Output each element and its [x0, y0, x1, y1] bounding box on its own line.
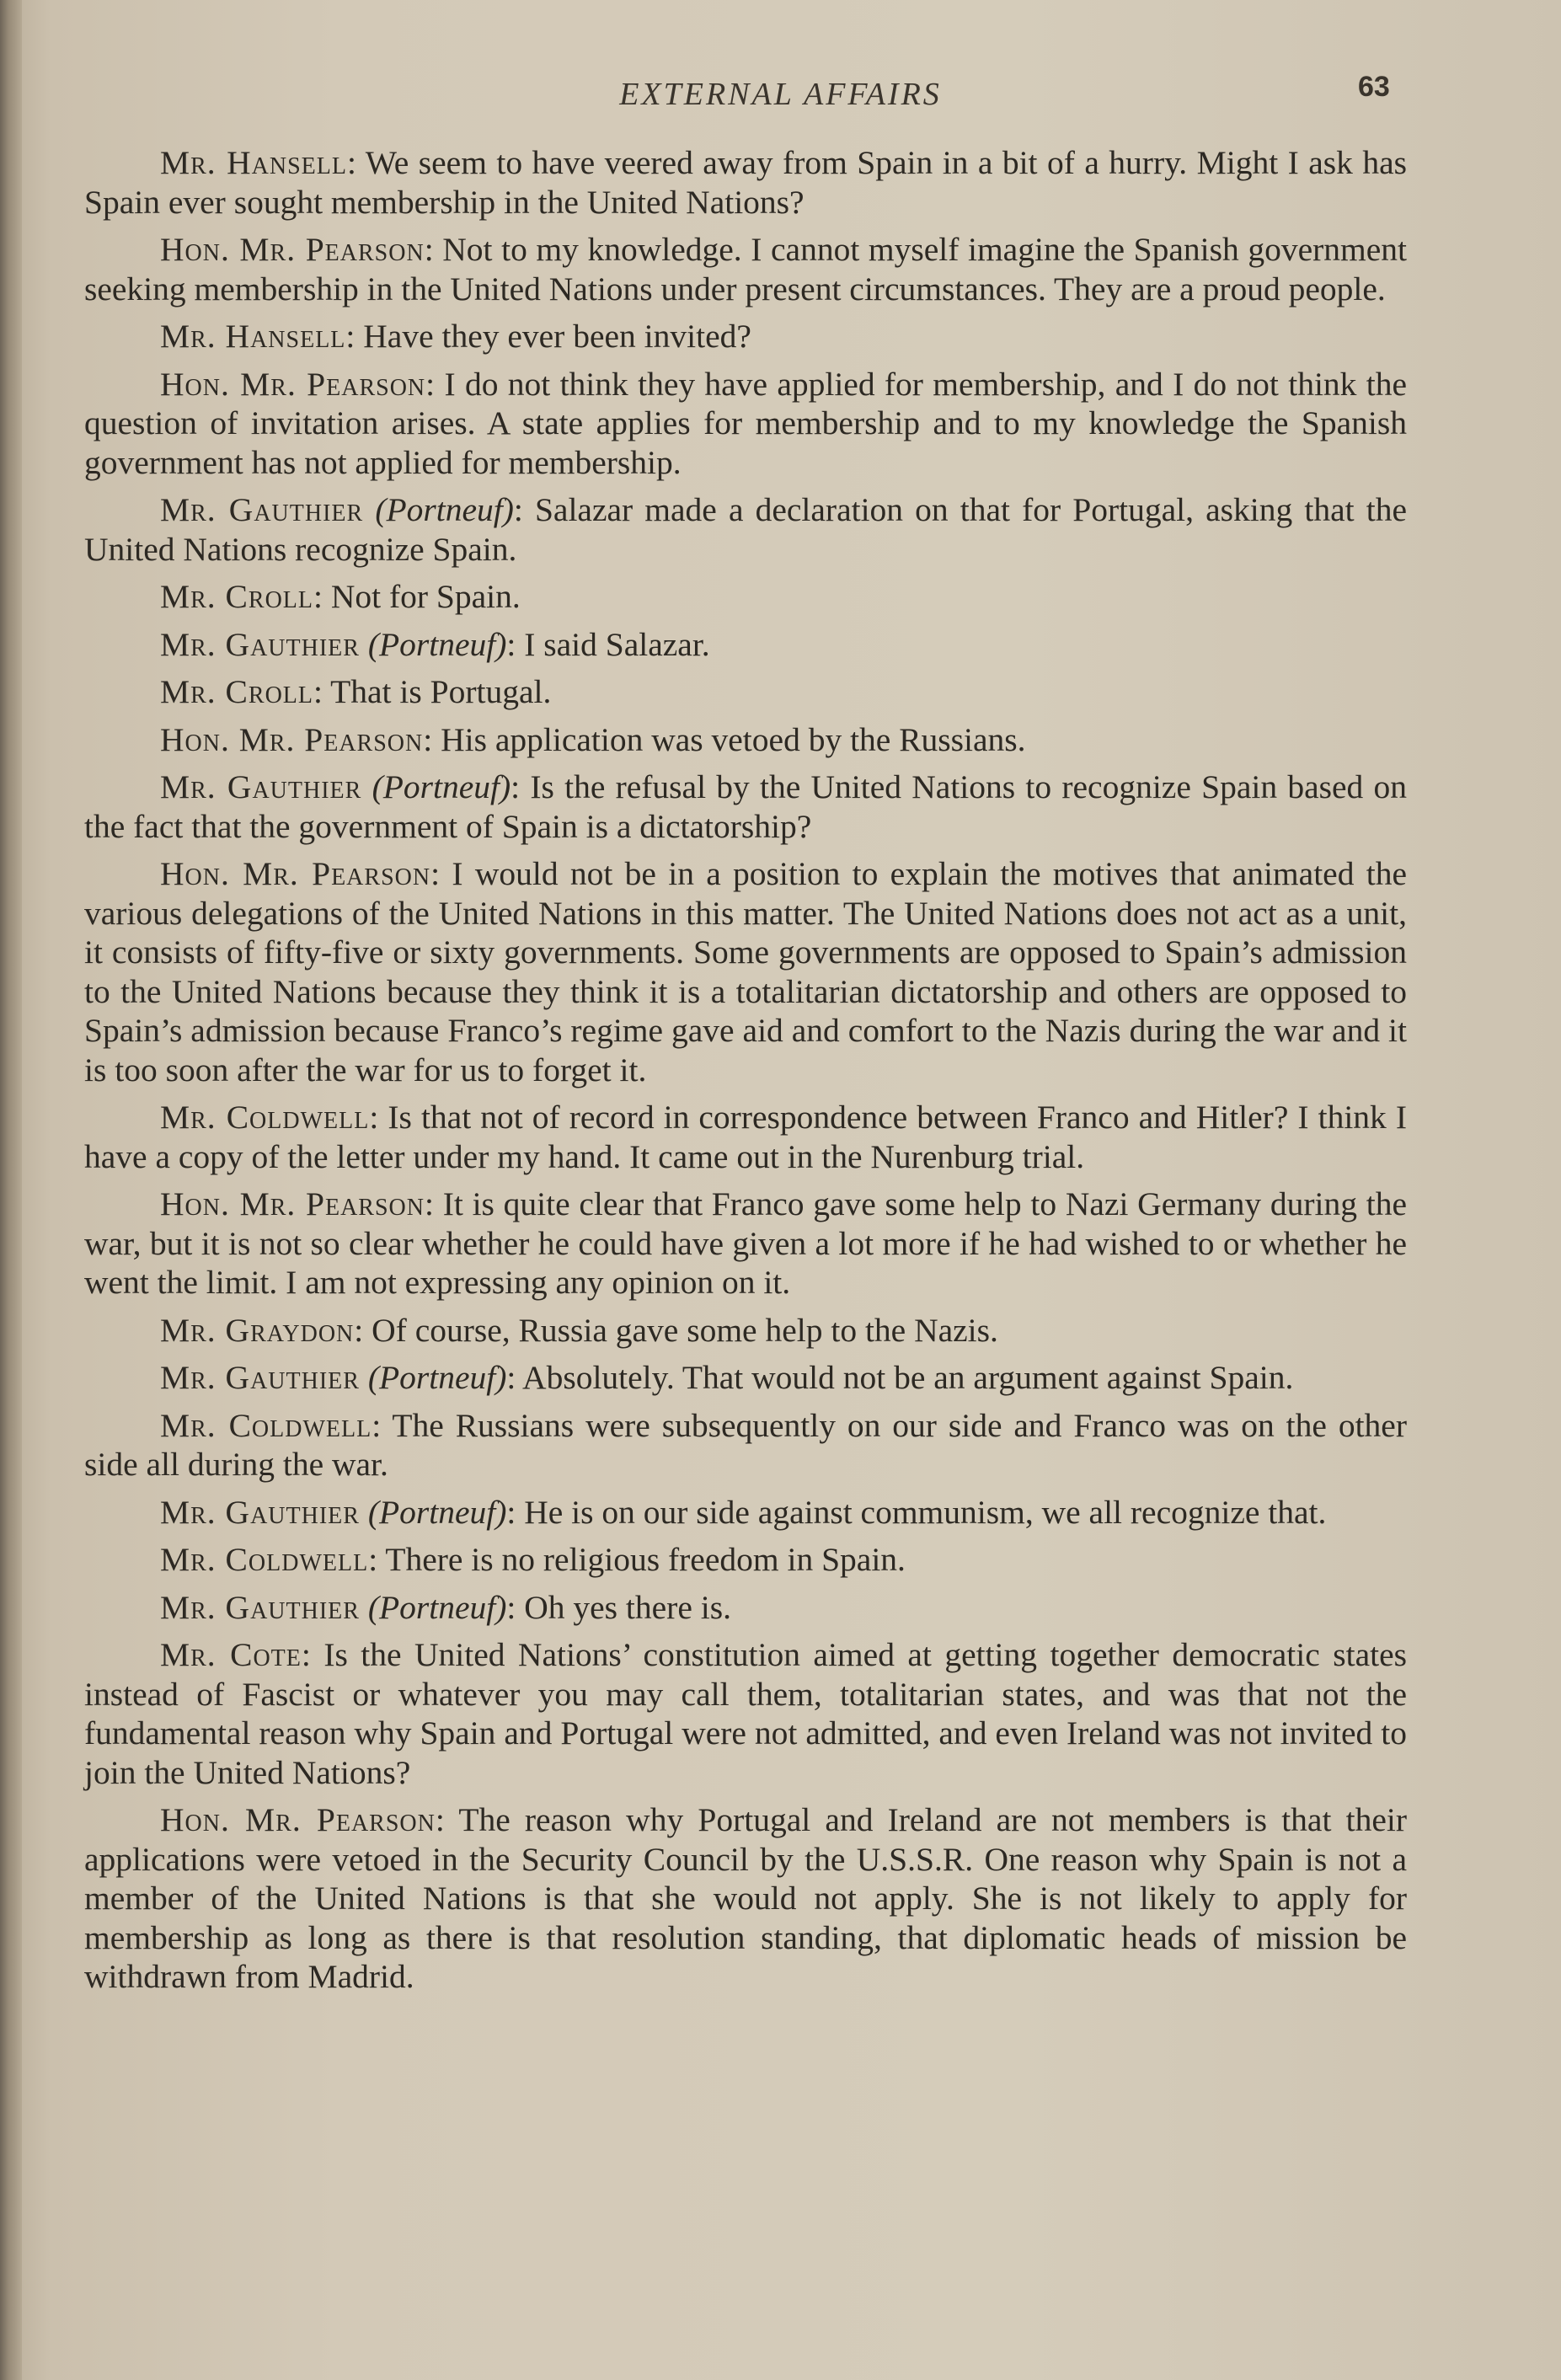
- transcript-paragraph: Mr. Gauthier (Portneuf): Absolutely. That would not be an argument against Spain.: [160, 1359, 1294, 1396]
- speech-text: I do not think they have applied for membership, and I do not think the question of invitation arises. A state applies for membership and to my knowledge the Spanish government has not applied for membership.: [84, 365, 1407, 481]
- transcript-paragraph: Mr. Croll: That is Portugal.: [160, 673, 552, 710]
- speaker-name: Hon. Mr. Pearson: [160, 1185, 425, 1222]
- speech-text: I would not be in a position to explain the motives that animated the various delegations of the United Nations in this matter. The United Nations does not act as a unit, it consists of fifty-five or sixty governments. Some governments are opposed to Spain’s admission to the United Nations because they think it is a totalitarian dictatorship and others are opposed to Spain’s admission because Franco’s regime gave aid and comfort to the Nazis during the war and it is too soon after the war for us to forget it.: [84, 855, 1407, 1088]
- speaker-name: Hon. Mr. Pearson: [160, 365, 426, 403]
- speaker-name: Mr. Coldwell: [160, 1541, 369, 1578]
- transcript-paragraph: Mr. Hansell: Have they ever been invited?: [160, 318, 751, 355]
- speech-text: The Russians were subsequently on our side and Franco was on the other side all during the war.: [84, 1406, 1407, 1483]
- transcript-paragraph: Hon. Mr. Pearson: His application was vetoed by the Russians.: [160, 720, 1026, 758]
- speaker-name: Mr. Gauthier: [160, 768, 362, 805]
- speaker-name: Mr. Coldwell: [160, 1406, 372, 1444]
- transcript-paragraph: Mr. Gauthier (Portneuf): He is on our side against communism, we all recognize that.: [160, 1493, 1327, 1531]
- speech-text: I said Salazar.: [524, 625, 710, 663]
- speech-text: Have they ever been invited?: [363, 318, 751, 355]
- transcript-paragraph: Mr. Gauthier (Portneuf): Is the refusal by the United Nations to recognize Spain based on the fact that the government of Spain is a dictatorship?: [84, 768, 1407, 845]
- riding-qualifier: (Portneuf): [367, 1359, 507, 1396]
- running-header-title: EXTERNAL AFFAIRS: [619, 77, 942, 112]
- transcript-paragraph: Hon. Mr. Pearson: I do not think they have applied for membership, and I do not think the question of invitation arises. A state applies for membership and to my knowledge the Spanish government has not applied for membership.: [84, 365, 1407, 481]
- speaker-name: Mr. Gauthier: [160, 1359, 360, 1396]
- speaker-name: Mr. Coldwell: [160, 1099, 370, 1136]
- riding-qualifier: (Portneuf): [375, 491, 514, 528]
- speech-text: Oh yes there is.: [524, 1588, 731, 1626]
- speaker-name: Mr. Gauthier: [160, 1493, 360, 1531]
- transcript-paragraph: Hon. Mr. Pearson: It is quite clear that Franco gave some help to Nazi Germany during the war, but it is not so clear whether he could have given a lot more if he had wished to or whether he went the limit. I am not expressing any opinion on it.: [84, 1185, 1407, 1301]
- speech-text: There is no religious freedom in Spain.: [385, 1541, 906, 1578]
- speaker-name: Mr. Hansell: [160, 144, 347, 181]
- riding-qualifier: (Portneuf): [367, 625, 507, 663]
- speaker-name: Hon. Mr. Pearson: [160, 1801, 436, 1838]
- speaker-name: Mr. Croll: [160, 673, 313, 710]
- transcript-paragraph: Mr. Graydon: Of course, Russia gave some help to the Nazis.: [160, 1311, 998, 1349]
- speech-text: We seem to have veered away from Spain in a bit of a hurry. Might I ask has Spain ever sought membership in the United Nations?: [84, 144, 1407, 221]
- speaker-name: Mr. Croll: [160, 578, 313, 615]
- transcript-paragraph: Mr. Croll: Not for Spain.: [160, 578, 521, 615]
- speech-text: The reason why Portugal and Ireland are not members is that their applications were vetoed in the Security Council by the U.S.S.R. One reason why Spain is not a member of the United Nations is that she would not apply. She is not likely to apply for membership as long as there is that resolution standing, that diplomatic heads of mission be withdrawn from Madrid.: [84, 1801, 1407, 1995]
- transcript-paragraph: Mr. Coldwell: There is no religious freedom in Spain.: [160, 1541, 906, 1578]
- transcript-paragraph: Hon. Mr. Pearson: The reason why Portugal and Ireland are not members is that their applications were vetoed in the Security Council by the U.S.S.R. One reason why Spain is not a member of the United Nations is that she would not apply. She is not likely to apply for membership as long as there is that resolution standing, that diplomatic heads of mission be withdrawn from Madrid.: [84, 1801, 1407, 1995]
- transcript-paragraph: Hon. Mr. Pearson: Not to my knowledge. I cannot myself imagine the Spanish government seeking membership in the United Nations under present circumstances. They are a proud people.: [84, 231, 1408, 308]
- speech-text: He is on our side against communism, we all recognize that.: [524, 1493, 1327, 1531]
- transcript-paragraph: Mr. Hansell: We seem to have veered away from Spain in a bit of a hurry. Might I ask has Spain ever sought membership in the United Nations?: [84, 144, 1407, 221]
- speech-text: Of course, Russia gave some help to the Nazis.: [372, 1311, 998, 1349]
- speaker-name: Hon. Mr. Pearson: [160, 720, 424, 758]
- speech-text: Salazar made a declaration on that for Portugal, asking that the United Nations recognize Spain.: [84, 491, 1407, 568]
- riding-qualifier: (Portneuf): [372, 768, 511, 805]
- speaker-name: Hon. Mr. Pearson: [160, 855, 431, 892]
- speech-text: That is Portugal.: [330, 673, 552, 710]
- speech-text: It is quite clear that Franco gave some help to Nazi Germany during the war, but it is not so clear whether he could have given a lot more if he had wished to or whether he went the limit. I am not expressing any opinion on it.: [84, 1185, 1407, 1301]
- speaker-name: Mr. Graydon: [160, 1311, 355, 1349]
- riding-qualifier: (Portneuf): [367, 1588, 507, 1626]
- speech-text: Not for Spain.: [330, 578, 521, 615]
- transcript-body: [84, 143, 1407, 2005]
- speech-text: Is the refusal by the United Nations to recognize Spain based on the fact that the government of Spain is a dictatorship?: [84, 768, 1407, 845]
- speaker-name: Mr. Hansell: [160, 318, 346, 355]
- book-spine-edge: [0, 0, 22, 2380]
- speech-text: His application was vetoed by the Russians.: [441, 720, 1026, 758]
- transcript-paragraph: Mr. Coldwell: The Russians were subsequently on our side and Franco was on the other side all during the war.: [84, 1406, 1407, 1483]
- page-number: 63: [1358, 71, 1390, 103]
- transcript-paragraph: Mr. Gauthier (Portneuf): Salazar made a declaration on that for Portugal, asking that the United Nations recognize Spain.: [84, 491, 1407, 568]
- transcript-paragraph: Mr. Coldwell: Is that not of record in correspondence between Franco and Hitler? I think I have a copy of the letter under my hand. It came out in the Nurenburg trial.: [84, 1099, 1408, 1175]
- riding-qualifier: (Portneuf): [367, 1493, 507, 1531]
- speaker-name: Mr. Cote: [160, 1636, 302, 1673]
- speaker-name: Mr. Gauthier: [160, 1588, 360, 1626]
- speech-text: Is the United Nations’ constitution aimed at getting together democratic states instead of Fascist or whatever you may call them, totalitarian states, and was that not the fundamental reason why Spain and Portugal were not admitted, and even Ireland was not invited to join the United Nations?: [84, 1636, 1407, 1791]
- speaker-name: Mr. Gauthier: [160, 625, 360, 663]
- speaker-name: Mr. Gauthier: [160, 491, 364, 528]
- speech-text: Absolutely. That would not be an argument against Spain.: [522, 1359, 1294, 1396]
- transcript-paragraph: Mr. Gauthier (Portneuf): I said Salazar.: [160, 625, 710, 663]
- transcript-paragraph: Hon. Mr. Pearson: I would not be in a position to explain the motives that animated the various delegations of the United Nations in this matter. The United Nations does not act as a unit, it consists of fifty-five or sixty governments. Some governments are opposed to Spain’s admission to the United Nations because they think it is a totalitarian dictatorship and others are opposed to Spain’s admission because Franco’s regime gave aid and comfort to the Nazis during the war and it is too soon after the war for us to forget it.: [84, 855, 1407, 1088]
- transcript-paragraph: Mr. Cote: Is the United Nations’ constitution aimed at getting together democratic states instead of Fascist or whatever you may call them, totalitarian states, and was that not the fundamental reason why Spain and Portugal were not admitted, and even Ireland was not invited to join the United Nations?: [84, 1636, 1407, 1791]
- speech-text: Is that not of record in correspondence between Franco and Hitler? I think I have a copy of the letter under my hand. It came out in the Nurenburg trial.: [84, 1099, 1408, 1175]
- speaker-name: Hon. Mr. Pearson: [160, 231, 425, 268]
- speech-text: Not to my knowledge. I cannot myself imagine the Spanish government seeking membership in the United Nations under present circumstances. They are a proud people.: [84, 231, 1408, 308]
- transcript-paragraph: Mr. Gauthier (Portneuf): Oh yes there is.: [160, 1588, 731, 1626]
